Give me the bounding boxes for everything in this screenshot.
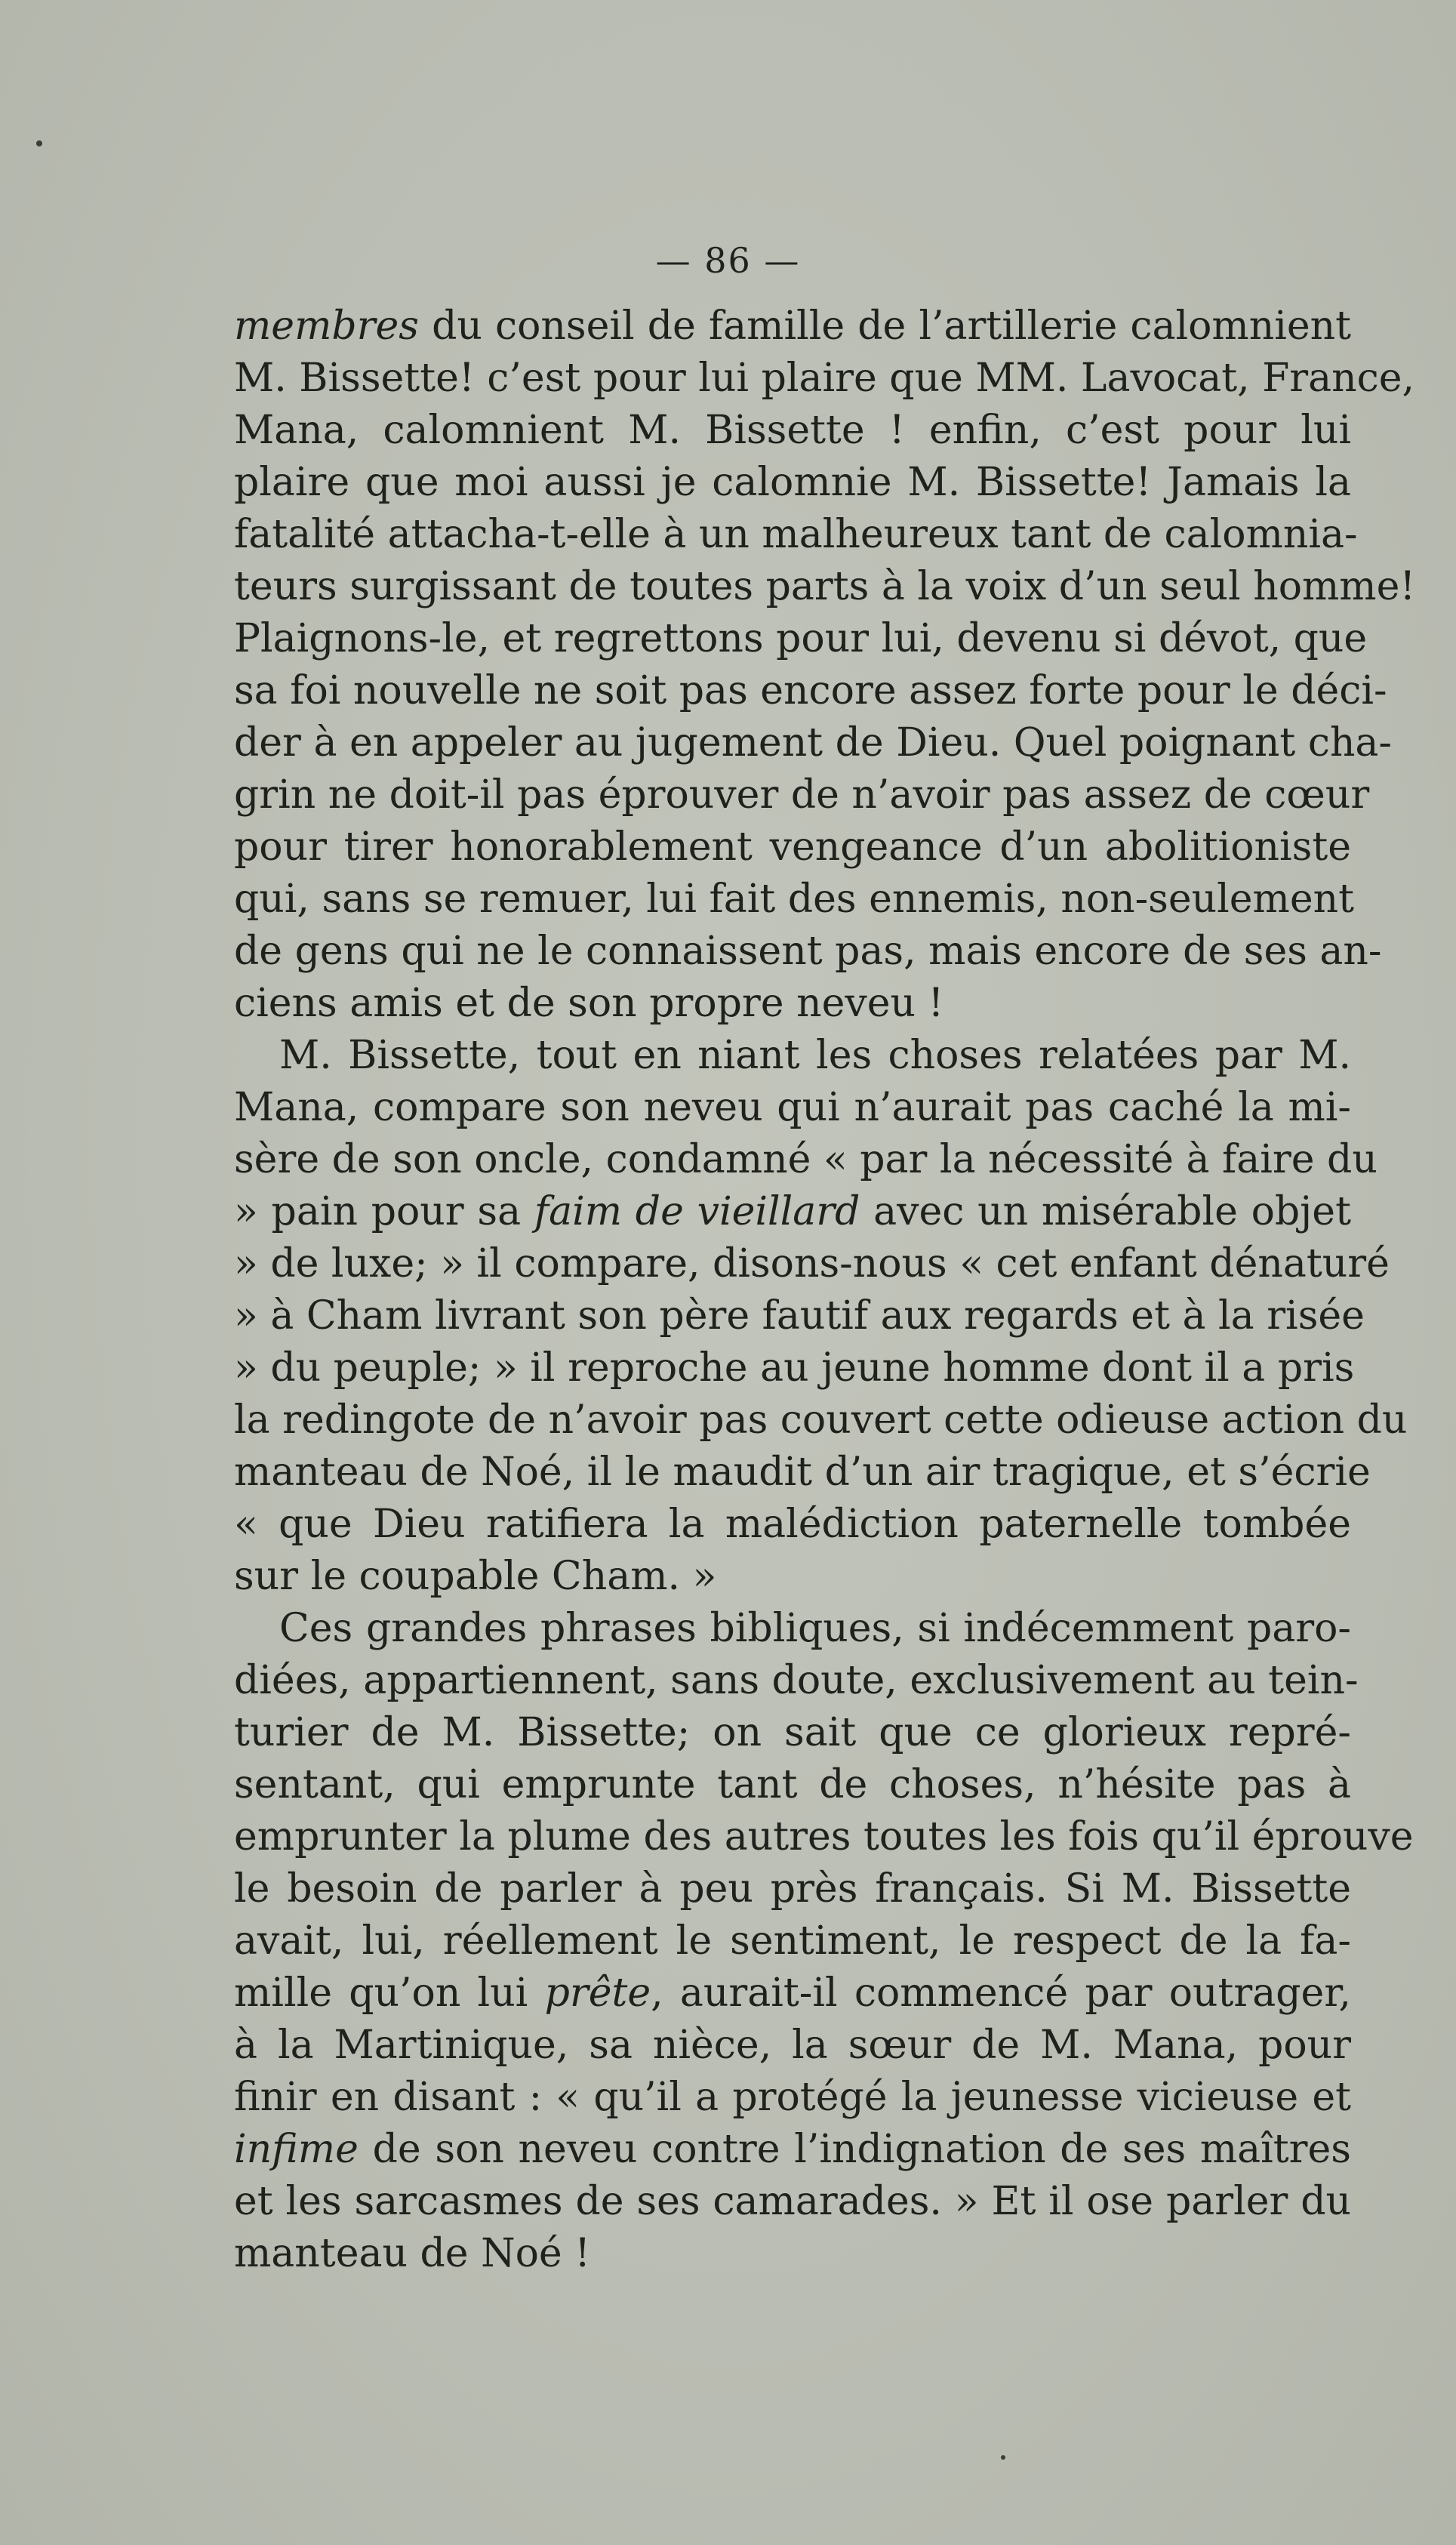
text-segment: , aurait-il commencé par outrager, <box>651 1970 1352 2016</box>
text-segment: avait, lui, réellement le sentiment, le respect de la fa- <box>234 1918 1351 1964</box>
text-line <box>234 1290 1365 1342</box>
italic-text: prête <box>544 1970 651 2016</box>
paper-speck <box>1001 2455 1005 2460</box>
text-segment: sur le coupable Cham. » <box>234 1554 717 1599</box>
text-segment: » à Cham livrant son père fautif aux regards et à la risée <box>234 1293 1365 1339</box>
text-line <box>234 2124 1351 2176</box>
text-segment: Ces grandes phrases bibliques, si indécemment paro- <box>279 1606 1351 1651</box>
text-segment: teurs surgissant de toutes parts à la voix d’un seul homme! <box>234 564 1416 609</box>
text-segment: sentant, qui emprunte tant de choses, n’hésite pas à <box>234 1762 1351 1807</box>
text-segment: Plaignons-le, et regrettons pour lui, devenu si dévot, que <box>234 616 1368 661</box>
text-segment: qui, sans se remuer, lui fait des ennemis, non-seulement <box>234 877 1355 922</box>
text-segment: fatalité attacha-t-elle à un malheureux tant de calomnia- <box>234 512 1358 557</box>
text-line <box>234 873 1355 926</box>
text-segment: ciens amis et de son propre neveu ! <box>234 981 944 1026</box>
text-segment: manteau de Noé ! <box>234 2231 591 2276</box>
text-segment: pour tirer honorablement vengeance d’un abolitioniste <box>234 824 1351 870</box>
text-line <box>234 1811 1414 1863</box>
text-segment: manteau de Noé, il le maudit d’un air tragique, et s’écrie <box>234 1450 1371 1495</box>
text-segment: diées, appartiennent, sans doute, exclusivement au tein- <box>234 1658 1359 1703</box>
text-line <box>234 1342 1355 1394</box>
text-line <box>234 300 1351 353</box>
text-segment: du conseil de famille de l’artillerie calomnient <box>419 303 1351 349</box>
text-segment: finir en disant : « qu’il a protégé la jeunesse vicieuse et <box>234 2075 1351 2120</box>
text-line <box>234 457 1351 509</box>
text-line <box>234 1915 1351 1967</box>
text-line <box>234 821 1351 873</box>
text-line <box>234 613 1368 665</box>
text-segment: emprunter la plume des autres toutes les fois qu’il éprouve <box>234 1814 1414 1859</box>
text-segment: der à en appeler au jugement de Dieu. Quel poignant cha- <box>234 720 1392 766</box>
text-line <box>234 1186 1351 1238</box>
text-line <box>234 561 1416 613</box>
text-line <box>234 1394 1408 1447</box>
text-line <box>234 665 1387 717</box>
text-line <box>234 926 1382 978</box>
text-segment: plaire que moi aussi je calomnie M. Bissette! Jamais la <box>234 460 1351 505</box>
paper-speck <box>36 140 42 146</box>
text-segment: à la Martinique, sa nièce, la sœur de M. Mana, pour <box>234 2023 1351 2068</box>
text-segment: grin ne doit-il pas éprouver de n’avoir pas assez de cœur <box>234 772 1370 818</box>
text-segment: M. Bissette! c’est pour lui plaire que MM. Lavocat, France, <box>234 356 1415 401</box>
text-segment: sère de son oncle, condamné « par la nécessité à faire du <box>234 1137 1378 1182</box>
text-segment: et les sarcasmes de ses camarades. » Et il ose parler du <box>234 2179 1351 2224</box>
text-line <box>234 1967 1351 2020</box>
body-text <box>234 300 1416 2280</box>
text-line <box>234 2020 1351 2072</box>
italic-text: infime <box>234 2127 359 2172</box>
text-line <box>234 1082 1351 1134</box>
text-line <box>234 1238 1390 1290</box>
page-number: — 86 — <box>655 240 801 281</box>
text-line <box>234 978 1351 1030</box>
text-segment: le besoin de parler à peu près français. Si M. Bissette <box>234 1866 1351 1912</box>
text-line <box>234 1030 1351 1082</box>
text-line <box>234 1551 1351 1603</box>
text-line <box>234 1863 1351 1915</box>
text-line <box>234 1499 1351 1551</box>
text-line <box>234 1759 1351 1811</box>
text-segment: mille qu’on lui <box>234 1970 545 2016</box>
text-line <box>234 2228 1351 2280</box>
text-segment: de gens qui ne le connaissent pas, mais encore de ses an- <box>234 929 1382 974</box>
text-line <box>234 1447 1371 1499</box>
text-line <box>234 1655 1359 1707</box>
text-segment: M. Bissette, tout en niant les choses relatées par M. <box>279 1033 1351 1078</box>
text-line <box>234 353 1415 405</box>
text-line <box>234 1707 1351 1759</box>
text-segment: avec un misérable objet <box>860 1189 1351 1234</box>
text-segment: sa foi nouvelle ne soit pas encore assez forte pour le déci- <box>234 668 1387 713</box>
text-segment: de son neveu contre l’indignation de ses maîtres <box>358 2127 1351 2172</box>
text-line <box>234 2176 1351 2228</box>
text-line <box>234 1603 1351 1655</box>
text-line <box>234 717 1392 769</box>
text-segment: » de luxe; » il compare, disons-nous « cet enfant dénaturé <box>234 1241 1390 1286</box>
text-segment: Mana, calomnient M. Bissette ! enfin, c’est pour lui <box>234 408 1351 453</box>
text-segment: Mana, compare son neveu qui n’aurait pas caché la mi- <box>234 1085 1351 1130</box>
italic-text: membres <box>234 303 419 349</box>
text-line <box>234 509 1358 561</box>
text-line <box>234 405 1351 457</box>
italic-text: faim de vieillard <box>534 1189 860 1234</box>
text-segment: » du peuple; » il reproche au jeune homme dont il a pris <box>234 1345 1355 1391</box>
text-line <box>234 2072 1351 2124</box>
text-line <box>234 1134 1378 1186</box>
text-segment: la redingote de n’avoir pas couvert cette odieuse action du <box>234 1397 1408 1443</box>
text-segment: « que Dieu ratifiera la malédiction paternelle tombée <box>234 1502 1351 1547</box>
text-segment: » pain pour sa <box>234 1189 534 1234</box>
text-line <box>234 769 1370 821</box>
text-segment: turier de M. Bissette; on sait que ce glorieux repré- <box>234 1710 1351 1755</box>
